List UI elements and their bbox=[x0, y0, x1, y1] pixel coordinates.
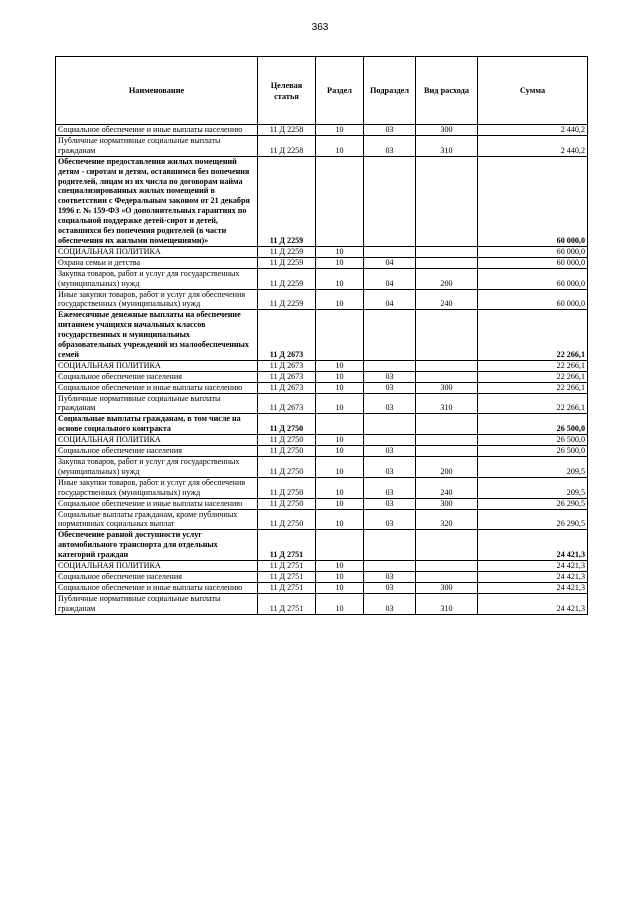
cell-expense-type: 310 bbox=[416, 135, 478, 156]
cell-article: 11 Д 2750 bbox=[258, 446, 316, 457]
table-row bbox=[56, 477, 588, 498]
cell-subsection: 03 bbox=[364, 582, 416, 593]
cell-article: 11 Д 2751 bbox=[258, 582, 316, 593]
cell-article: 11 Д 2750 bbox=[258, 509, 316, 530]
cell-section: 10 bbox=[316, 393, 364, 414]
cell-name: Социальное обеспечение и иные выплаты населению bbox=[56, 125, 258, 136]
cell-sum: 2 440,2 bbox=[478, 135, 588, 156]
cell-subsection: 04 bbox=[364, 289, 416, 310]
cell-name: Иные закупки товаров, работ и услуг для обеспечения государственных (муниципальных) нужд bbox=[56, 289, 258, 310]
cell-name: СОЦИАЛЬНАЯ ПОЛИТИКА bbox=[56, 561, 258, 572]
cell-sum: 22 266,1 bbox=[478, 360, 588, 371]
cell-sum: 24 421,3 bbox=[478, 582, 588, 593]
cell-section: 10 bbox=[316, 582, 364, 593]
cell-section: 10 bbox=[316, 446, 364, 457]
cell-expense-type bbox=[416, 246, 478, 257]
table-row bbox=[56, 393, 588, 414]
table-row bbox=[56, 289, 588, 310]
cell-article: 11 Д 2258 bbox=[258, 135, 316, 156]
cell-subsection: 03 bbox=[364, 393, 416, 414]
cell-article: 11 Д 2673 bbox=[258, 360, 316, 371]
cell-sum: 22 266,1 bbox=[478, 393, 588, 414]
cell-name: Социальное обеспечение населения bbox=[56, 446, 258, 457]
table-row bbox=[56, 135, 588, 156]
cell-section bbox=[316, 310, 364, 361]
cell-section: 10 bbox=[316, 477, 364, 498]
cell-subsection: 03 bbox=[364, 382, 416, 393]
cell-name: Иные закупки товаров, работ и услуг для обеспечения государственных (муниципальных) нужд bbox=[56, 477, 258, 498]
header-subsection: Подраздел bbox=[364, 57, 416, 125]
cell-article: 11 Д 2259 bbox=[258, 257, 316, 268]
budget-table bbox=[55, 56, 588, 615]
cell-subsection: 03 bbox=[364, 457, 416, 478]
cell-sum: 26 290,5 bbox=[478, 509, 588, 530]
header-section: Раздел bbox=[316, 57, 364, 125]
header-expense-type: Вид расхода bbox=[416, 57, 478, 125]
cell-article: 11 Д 2751 bbox=[258, 593, 316, 614]
table-row bbox=[56, 360, 588, 371]
cell-article: 11 Д 2259 bbox=[258, 246, 316, 257]
cell-expense-type: 300 bbox=[416, 498, 478, 509]
cell-sum: 22 266,1 bbox=[478, 382, 588, 393]
table-row bbox=[56, 414, 588, 435]
cell-expense-type: 200 bbox=[416, 268, 478, 289]
cell-name: Социальное обеспечение и иные выплаты населению bbox=[56, 382, 258, 393]
table-row bbox=[56, 446, 588, 457]
cell-name: Социальное обеспечение населения bbox=[56, 571, 258, 582]
cell-sum: 24 421,3 bbox=[478, 571, 588, 582]
cell-article: 11 Д 2750 bbox=[258, 498, 316, 509]
cell-expense-type: 300 bbox=[416, 382, 478, 393]
table-row bbox=[56, 310, 588, 361]
cell-article: 11 Д 2673 bbox=[258, 382, 316, 393]
table-header bbox=[56, 57, 588, 125]
cell-sum: 24 421,3 bbox=[478, 530, 588, 561]
cell-subsection: 03 bbox=[364, 446, 416, 457]
table-row bbox=[56, 435, 588, 446]
table-row bbox=[56, 498, 588, 509]
cell-subsection: 03 bbox=[364, 509, 416, 530]
cell-name: Обеспечение предоставления жилых помещений детям - сиротам и детям, оставшимся без попечения родителей, лицам из их числа по договорам найма специализированных жилых помещений в соответствии с Федеральным законом от 21 декабря 1996 г. № 159-ФЗ «О дополнительных гарантиях по социальной поддержке детей-сирот и детей, оставшихся без попечения родителей (в части обеспечения их жилыми помещениями)» bbox=[56, 156, 258, 246]
cell-article: 11 Д 2259 bbox=[258, 268, 316, 289]
cell-expense-type: 320 bbox=[416, 509, 478, 530]
cell-section: 10 bbox=[316, 498, 364, 509]
cell-name: Публичные нормативные социальные выплаты гражданам bbox=[56, 593, 258, 614]
cell-section: 10 bbox=[316, 246, 364, 257]
cell-sum: 60 000,0 bbox=[478, 156, 588, 246]
cell-sum: 26 500,0 bbox=[478, 414, 588, 435]
cell-subsection bbox=[364, 246, 416, 257]
table-row bbox=[56, 268, 588, 289]
cell-name: Закупка товаров, работ и услуг для государственных (муниципальных) нужд bbox=[56, 268, 258, 289]
cell-section: 10 bbox=[316, 457, 364, 478]
cell-subsection: 03 bbox=[364, 135, 416, 156]
cell-expense-type bbox=[416, 435, 478, 446]
cell-subsection: 03 bbox=[364, 371, 416, 382]
cell-name: Ежемесячные денежные выплаты на обеспечение питанием учащихся начальных классов государственных и муниципальных образовательных учреждений из малообеспеченных семей bbox=[56, 310, 258, 361]
cell-article: 11 Д 2259 bbox=[258, 156, 316, 246]
table-row bbox=[56, 509, 588, 530]
cell-section: 10 bbox=[316, 125, 364, 136]
cell-expense-type: 310 bbox=[416, 393, 478, 414]
cell-section: 10 bbox=[316, 382, 364, 393]
table-row bbox=[56, 246, 588, 257]
cell-expense-type bbox=[416, 156, 478, 246]
table-row bbox=[56, 156, 588, 246]
cell-section bbox=[316, 414, 364, 435]
cell-section: 10 bbox=[316, 571, 364, 582]
cell-expense-type bbox=[416, 530, 478, 561]
cell-section bbox=[316, 156, 364, 246]
cell-article: 11 Д 2750 bbox=[258, 414, 316, 435]
cell-sum: 24 421,3 bbox=[478, 561, 588, 572]
cell-article: 11 Д 2673 bbox=[258, 393, 316, 414]
cell-section bbox=[316, 530, 364, 561]
table-row bbox=[56, 125, 588, 136]
cell-expense-type bbox=[416, 414, 478, 435]
cell-article: 11 Д 2750 bbox=[258, 457, 316, 478]
cell-sum: 209,5 bbox=[478, 477, 588, 498]
table-row bbox=[56, 530, 588, 561]
cell-expense-type bbox=[416, 446, 478, 457]
cell-sum: 2 440,2 bbox=[478, 125, 588, 136]
cell-subsection: 04 bbox=[364, 268, 416, 289]
cell-expense-type bbox=[416, 571, 478, 582]
cell-name: Социальное обеспечение населения bbox=[56, 371, 258, 382]
cell-name: Социальные выплаты гражданам, кроме публичных нормативных социальных выплат bbox=[56, 509, 258, 530]
page-number: 363 bbox=[311, 22, 329, 33]
cell-article: 11 Д 2259 bbox=[258, 289, 316, 310]
cell-subsection: 03 bbox=[364, 593, 416, 614]
cell-sum: 60 000,0 bbox=[478, 246, 588, 257]
cell-article: 11 Д 2673 bbox=[258, 310, 316, 361]
table-row bbox=[56, 561, 588, 572]
cell-section: 10 bbox=[316, 268, 364, 289]
cell-subsection bbox=[364, 530, 416, 561]
cell-expense-type: 310 bbox=[416, 593, 478, 614]
cell-name: Социальное обеспечение и иные выплаты населению bbox=[56, 498, 258, 509]
cell-expense-type bbox=[416, 561, 478, 572]
cell-article: 11 Д 2258 bbox=[258, 125, 316, 136]
cell-expense-type bbox=[416, 371, 478, 382]
cell-sum: 26 290,5 bbox=[478, 498, 588, 509]
cell-sum: 60 000,0 bbox=[478, 257, 588, 268]
cell-subsection bbox=[364, 156, 416, 246]
cell-section: 10 bbox=[316, 360, 364, 371]
cell-expense-type bbox=[416, 257, 478, 268]
cell-article: 11 Д 2751 bbox=[258, 571, 316, 582]
cell-subsection bbox=[364, 561, 416, 572]
header-article: Целевая статья bbox=[258, 57, 316, 125]
cell-name: Закупка товаров, работ и услуг для государственных (муниципальных) нужд bbox=[56, 457, 258, 478]
cell-article: 11 Д 2751 bbox=[258, 530, 316, 561]
cell-sum: 24 421,3 bbox=[478, 593, 588, 614]
cell-sum: 60 000,0 bbox=[478, 268, 588, 289]
cell-sum: 22 266,1 bbox=[478, 371, 588, 382]
cell-sum: 22 266,1 bbox=[478, 310, 588, 361]
cell-sum: 26 500,0 bbox=[478, 446, 588, 457]
cell-article: 11 Д 2751 bbox=[258, 561, 316, 572]
cell-subsection bbox=[364, 435, 416, 446]
table-row bbox=[56, 371, 588, 382]
cell-sum: 60 000,0 bbox=[478, 289, 588, 310]
cell-name: СОЦИАЛЬНАЯ ПОЛИТИКА bbox=[56, 435, 258, 446]
cell-name: Публичные нормативные социальные выплаты гражданам bbox=[56, 135, 258, 156]
cell-sum: 209,5 bbox=[478, 457, 588, 478]
cell-section: 10 bbox=[316, 257, 364, 268]
cell-article: 11 Д 2673 bbox=[258, 371, 316, 382]
cell-expense-type: 300 bbox=[416, 582, 478, 593]
cell-section: 10 bbox=[316, 371, 364, 382]
cell-expense-type: 240 bbox=[416, 289, 478, 310]
cell-expense-type: 300 bbox=[416, 125, 478, 136]
cell-section: 10 bbox=[316, 135, 364, 156]
cell-article: 11 Д 2750 bbox=[258, 435, 316, 446]
cell-expense-type bbox=[416, 310, 478, 361]
cell-expense-type bbox=[416, 360, 478, 371]
cell-name: Охрана семьи и детства bbox=[56, 257, 258, 268]
cell-subsection: 03 bbox=[364, 571, 416, 582]
cell-subsection bbox=[364, 310, 416, 361]
cell-name: Социальные выплаты гражданам, в том числе на основе социального контракта bbox=[56, 414, 258, 435]
table-row bbox=[56, 571, 588, 582]
cell-article: 11 Д 2750 bbox=[258, 477, 316, 498]
cell-subsection: 04 bbox=[364, 257, 416, 268]
cell-section: 10 bbox=[316, 561, 364, 572]
table-row bbox=[56, 382, 588, 393]
cell-expense-type: 200 bbox=[416, 457, 478, 478]
cell-subsection: 03 bbox=[364, 125, 416, 136]
cell-name: СОЦИАЛЬНАЯ ПОЛИТИКА bbox=[56, 360, 258, 371]
cell-name: Публичные нормативные социальные выплаты гражданам bbox=[56, 393, 258, 414]
table-body bbox=[56, 125, 588, 615]
cell-subsection bbox=[364, 414, 416, 435]
cell-name: СОЦИАЛЬНАЯ ПОЛИТИКА bbox=[56, 246, 258, 257]
cell-subsection: 03 bbox=[364, 477, 416, 498]
table-row bbox=[56, 593, 588, 614]
cell-subsection bbox=[364, 360, 416, 371]
cell-name: Социальное обеспечение и иные выплаты населению bbox=[56, 582, 258, 593]
cell-sum: 26 500,0 bbox=[478, 435, 588, 446]
cell-section: 10 bbox=[316, 289, 364, 310]
table-row bbox=[56, 582, 588, 593]
cell-expense-type: 240 bbox=[416, 477, 478, 498]
header-sum: Сумма bbox=[478, 57, 588, 125]
cell-section: 10 bbox=[316, 593, 364, 614]
cell-name: Обеспечение равной доступности услуг автомобильного транспорта для отдельных категорий граждан bbox=[56, 530, 258, 561]
table-row bbox=[56, 457, 588, 478]
cell-section: 10 bbox=[316, 435, 364, 446]
cell-subsection: 03 bbox=[364, 498, 416, 509]
cell-section: 10 bbox=[316, 509, 364, 530]
header-row bbox=[56, 57, 588, 125]
table-row bbox=[56, 257, 588, 268]
header-name: Наименование bbox=[56, 57, 258, 125]
